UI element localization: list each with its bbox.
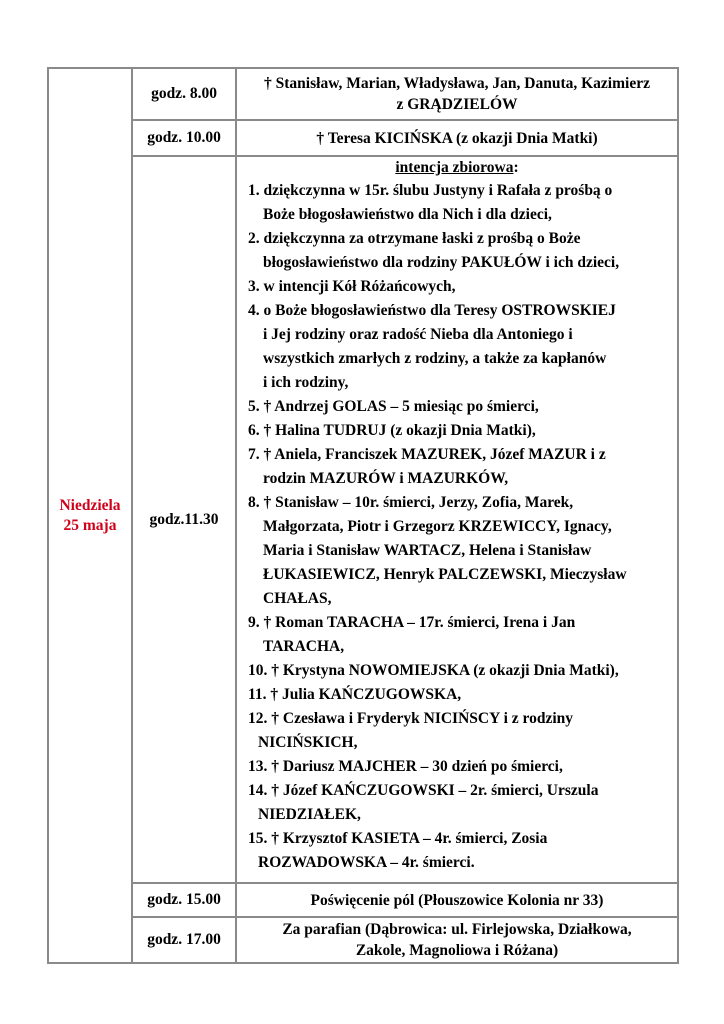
intention-item-line: ŁUKASIEWICZ, Henryk PALCZEWSKI, Mieczysław xyxy=(263,566,627,583)
mass-row-1130 xyxy=(133,157,677,884)
intention-line: Za parafian (Dąbrowica: ul. Firlejowska, Działkowa, xyxy=(282,921,632,938)
intention-item-line: 13. † Dariusz MAJCHER – 30 dzień po śmierci, xyxy=(248,758,563,775)
intention-line: z GRĄDZIELÓW xyxy=(396,96,518,113)
intention-item xyxy=(237,755,677,779)
intention-line: Zakole, Magnoliowa i Różana) xyxy=(355,942,559,959)
mass-row-0800 xyxy=(133,69,677,121)
intention-item xyxy=(237,299,677,395)
intention-item xyxy=(237,419,677,443)
intention-item-line: Boże błogosławieństwo dla Nich i dla dzieci, xyxy=(263,206,552,223)
intention-item-line: 9. † Roman TARACHA – 17r. śmierci, Irena i Jan xyxy=(248,614,576,631)
intention-item xyxy=(237,395,677,419)
intention-item-line: 4. o Boże błogosławieństwo dla Teresy OSTROWSKIEJ xyxy=(248,302,616,319)
intention-item-line: 15. † Krzysztof KASIETA – 4r. śmierci, Zosia xyxy=(248,830,548,847)
intention-item-line: 6. † Halina TUDRUJ (z okazji Dnia Matki), xyxy=(248,422,536,439)
intention-item-line: 14. † Józef KAŃCZUGOWSKI – 2r. śmierci, Urszula xyxy=(248,782,599,799)
collective-intention xyxy=(237,157,677,882)
intention-item xyxy=(237,179,677,227)
mass-intention xyxy=(237,884,677,916)
day-cell xyxy=(49,69,133,962)
mass-intention xyxy=(237,918,677,962)
mass-time: godz.11.30 xyxy=(133,157,237,882)
intention-item xyxy=(237,707,677,755)
intention-line: † Teresa KICIŃSKA (z okazji Dnia Matki) xyxy=(316,129,598,147)
mass-row-1700 xyxy=(133,918,677,962)
intention-item xyxy=(237,491,677,611)
mass-intention xyxy=(237,69,677,119)
intention-item-line: 8. † Stanisław – 10r. śmierci, Jerzy, Zofia, Marek, xyxy=(248,494,574,511)
intention-line: Poświęcenie pól (Płouszowice Kolonia nr 33) xyxy=(310,891,604,909)
intention-item-line: 2. dziękczynna za otrzymane łaski z prośbą o Boże xyxy=(248,230,581,247)
intention-item-line: błogosławieństwo dla rodziny PAKUŁÓW i ich dzieci, xyxy=(263,254,620,271)
intention-item-line: wszystkich zmarłych z rodziny, a także za kapłanów xyxy=(263,350,607,367)
intention-item xyxy=(237,611,677,659)
intention-item-line: NIEDZIAŁEK, xyxy=(258,806,361,823)
intention-item xyxy=(237,659,677,683)
intention-item xyxy=(237,275,677,299)
collective-heading: intencja zbiorowa: xyxy=(395,159,519,176)
intention-list xyxy=(237,179,677,875)
mass-intention xyxy=(237,121,677,155)
mass-row-1000 xyxy=(133,121,677,157)
intention-item-line: ROZWADOWSKA – 4r. śmierci. xyxy=(258,854,475,871)
intention-item xyxy=(237,683,677,707)
intention-line: † Stanisław, Marian, Władysława, Jan, Danuta, Kazimierz xyxy=(264,75,650,92)
intention-item-line: i Jej rodziny oraz radość Nieba dla Antoniego i xyxy=(263,326,573,343)
intention-item-line: CHAŁAS, xyxy=(263,590,332,607)
intention-item-line: 7. † Aniela, Franciszek MAZUREK, Józef MAZUR i z xyxy=(248,446,606,463)
intention-item-line: 1. dziękczynna w 15r. ślubu Justyny i Rafała z prośbą o xyxy=(248,182,613,199)
intention-item-line: 11. † Julia KAŃCZUGOWSKA, xyxy=(248,686,462,703)
intention-item-line: 5. † Andrzej GOLAS – 5 miesiąc po śmierci, xyxy=(248,398,539,415)
intentions-table xyxy=(47,67,679,964)
day-date: 25 maja xyxy=(63,516,117,534)
intention-item-line: rodzin MAZURÓW i MAZURKÓW, xyxy=(263,470,509,487)
mass-time: godz. 15.00 xyxy=(133,884,237,916)
intention-item-line: 3. w intencji Kół Różańcowych, xyxy=(248,278,456,295)
mass-row-1500 xyxy=(133,884,677,918)
mass-time: godz. 17.00 xyxy=(133,918,237,962)
intention-item xyxy=(237,827,677,875)
intention-item-line: Maria i Stanisław WARTACZ, Helena i Stanisław xyxy=(263,542,592,559)
intention-item xyxy=(237,227,677,275)
mass-time: godz. 8.00 xyxy=(133,69,237,119)
intention-item-line: i ich rodziny, xyxy=(263,374,349,391)
intention-item-line: TARACHA, xyxy=(263,638,345,655)
intention-item-line: Małgorzata, Piotr i Grzegorz KRZEWICCY, Ignacy, xyxy=(263,518,612,535)
intention-item-line: 10. † Krystyna NOWOMIEJSKA (z okazji Dnia Matki), xyxy=(248,662,619,679)
intention-item-line: 12. † Czesława i Fryderyk NICIŃSCY i z rodziny xyxy=(248,710,574,727)
intention-item-line: NICIŃSKICH, xyxy=(258,734,358,751)
intention-item xyxy=(237,443,677,491)
mass-time: godz. 10.00 xyxy=(133,121,237,155)
intention-item xyxy=(237,779,677,827)
day-name: Niedziela xyxy=(59,496,121,514)
